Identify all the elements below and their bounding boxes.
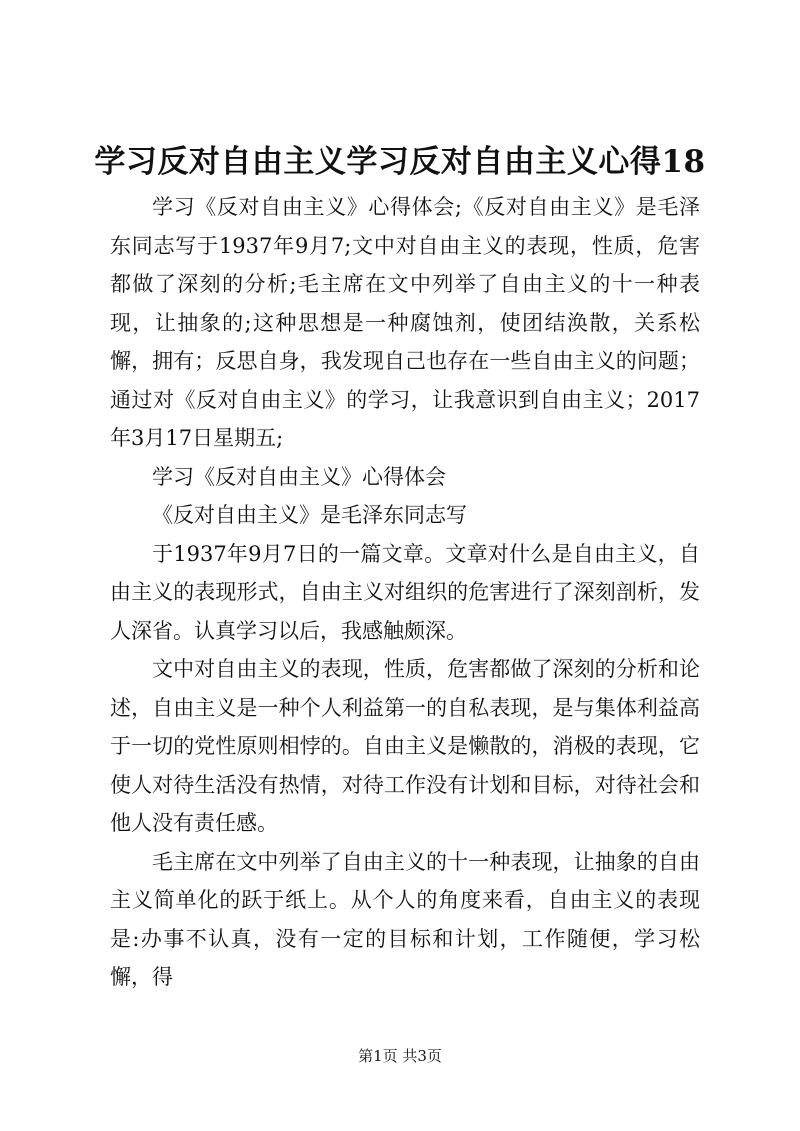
paragraph-6: 毛主席在文中列举了自由主义的十一种表现，让抽象的自由主义简单化的跃于纸上。从个人的角度来看，自由主义的表现是:办事不认真，没有一定的目标和计划，工作随便，学习松懈，得 [110,849,700,989]
document-title: 学习反对自由主义学习反对自由主义心得18 [94,144,706,180]
document-body [110,188,700,997]
paragraph-5: 文中对自由主义的表现，性质，危害都做了深刻的分析和论述，自由主义是一种个人利益第一的自私表现，是与集体利益高于一切的党性原则相悖的。自由主义是懒散的，消极的表现，它使人对待生活没有热情，对待工作没有计划和目标，对待社会和他人没有责任感。 [110,657,700,835]
page-footer: 第1页 共3页 [358,1047,442,1065]
paragraph-3: 《反对自由主义》是毛泽东同志写 [152,503,467,527]
paragraph-1: 学习《反对自由主义》心得体会;《反对自由主义》是毛泽东同志写于1937年9月7;文中对自由主义的表现，性质，危害都做了深刻的分析;毛主席在文中列举了自由主义的十一种表现，让抽象的;这种思想是一种腐蚀剂，使团结涣散，关系松懈，拥有；反思自身，我发现自己也存在一些自由主义的问题；通过对《反对自由主义》的学习，让我意识到自由主义；2017年3月17日星期五; [110,195,700,450]
paragraph-4: 于1937年9月7日的一篇文章。文章对什么是自由主义，自由主义的表现形式，自由主义对组织的危害进行了深刻剖析，发人深省。认真学习以后，我感触颇深。 [110,541,700,643]
paragraph-2: 学习《反对自由主义》心得体会 [152,464,446,489]
